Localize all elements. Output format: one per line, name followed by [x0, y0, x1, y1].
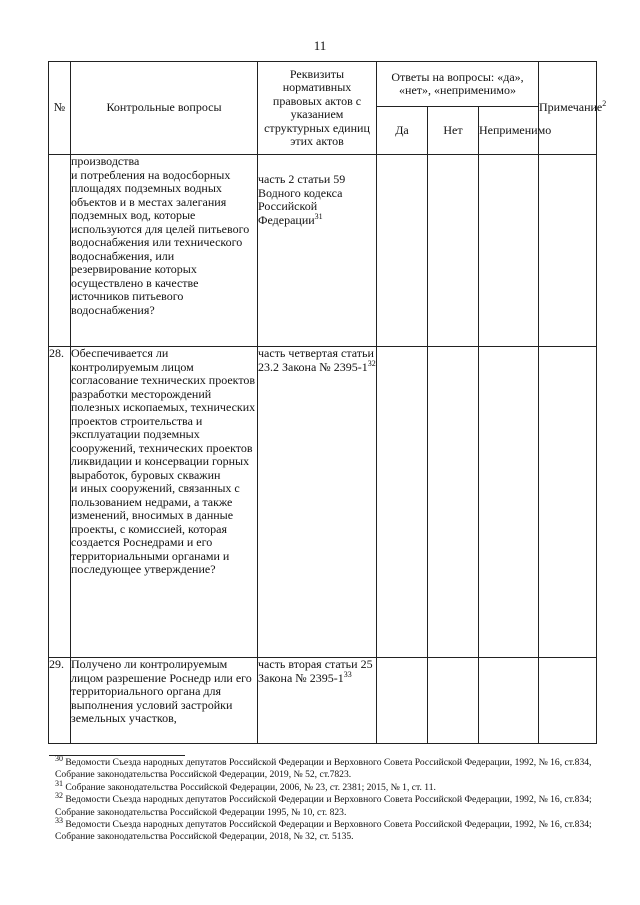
requisite-cell — [258, 155, 377, 347]
footnote-divider — [49, 755, 185, 756]
header-na: Неприменимо — [479, 107, 539, 155]
answer-no-cell — [428, 155, 479, 347]
footnote-number: 31 — [55, 778, 63, 788]
header-note-ref: 2 — [602, 99, 607, 109]
footnote-ref: 31 — [314, 211, 323, 221]
footnote — [55, 778, 595, 794]
footnotes — [55, 755, 595, 844]
footnote-text: Ведомости Съезда народных депутатов Российской Федерации и Верховного Совета Российской Федерации, 1992, № 16, ст.834; Собрание законодательства Российской Федерации 1995, № 10, ст. 823. — [55, 794, 592, 818]
row-number: 29. — [49, 658, 71, 744]
row-number — [49, 155, 71, 347]
requisite-text: часть 2 статьи 59 Водного кодекса Российской Федерации — [258, 172, 346, 227]
question-text: Обеспечивается ли контролируемым лицом согласование технических проектов разработки месторождений полезных ископаемых, технических проектов строительства и эксплуатации подземных сооружений, технических проектов ликвидации и консервации горных выработок, буровых скважин и иных сооружений, связанных с пользованием недрами, а также изменений, вносимых в данные проекты, с комиссией, которая создается Роснедрами и его территориальными органами и последующее утверждение? — [71, 347, 258, 658]
answer-na-cell — [479, 155, 539, 347]
answer-yes-cell — [377, 347, 428, 658]
header-requisites: Реквизиты нормативных правовых актов с указанием структурных единиц этих актов — [258, 62, 377, 155]
header-no: Нет — [428, 107, 479, 155]
answer-na-cell — [479, 347, 539, 658]
requisite-text: часть вторая статьи 25 Закона № 2395-1 — [258, 657, 373, 685]
footnote-ref: 32 — [367, 358, 376, 368]
footnote-number: 33 — [55, 815, 63, 825]
footnote-text: Ведомости Съезда народных депутатов Российской Федерации и Верховного Совета Российской Федерации, 1992, № 16, ст.834, Собрание законодательства Российской Федерации, 2019, № 52, ст.7823. — [55, 757, 592, 781]
table-row — [49, 347, 597, 658]
footnote — [55, 791, 595, 819]
answer-no-cell — [428, 347, 479, 658]
header-questions: Контрольные вопросы — [71, 62, 258, 155]
footnote — [55, 753, 595, 782]
header-yes: Да — [377, 107, 428, 155]
footnote-number: 32 — [55, 791, 63, 801]
answer-na-cell — [479, 658, 539, 744]
note-cell — [539, 658, 597, 744]
table-row — [49, 155, 597, 347]
question-text: Получено ли контролируемым лицом разрешение Роснедр или его территориального органа для выполнения условий застройки земельных участков, — [71, 658, 258, 744]
note-cell — [539, 155, 597, 347]
question-text: производства и потребления на водосборных площадях подземных водных объектов и в местах залегания подземных вод, которые используются для целей питьевого водоснабжения или технического водоснабжения, или резервирование которых осуществлено в качестве источников питьевого водоснабжения? — [71, 155, 258, 347]
requisite-text: часть четвертая статьи 23.2 Закона № 2395-1 — [258, 346, 374, 374]
header-num: № — [49, 62, 71, 155]
footnote-number: 30 — [55, 753, 63, 763]
answer-no-cell — [428, 658, 479, 744]
header-note — [539, 62, 607, 155]
answer-yes-cell — [377, 658, 428, 744]
footnote-ref: 33 — [343, 669, 352, 679]
table-row — [49, 658, 597, 744]
answer-yes-cell — [377, 155, 428, 347]
row-number: 28. — [49, 347, 71, 658]
footnote-text: Собрание законодательства Российской Федерации, 2006, № 23, ст. 2381; 2015, № 1, ст. 11. — [65, 781, 436, 793]
checklist-table — [48, 61, 607, 744]
note-cell — [539, 347, 597, 658]
requisite-cell — [258, 347, 377, 658]
page-number: 11 — [313, 38, 327, 53]
header-row — [49, 62, 597, 107]
footnote-text: Ведомости Съезда народных депутатов Российской Федерации и Верховного Совета Российской Федерации, 1992, № 16, ст.834; Собрание законодательства Российской Федерации, 2018, № 32, ст. 5135. — [55, 819, 592, 843]
header-note-label: Примечание — [539, 100, 603, 115]
requisite-cell — [258, 658, 377, 744]
footnote — [55, 815, 595, 844]
header-answers: Ответы на вопросы: «да», «нет», «неприменимо» — [377, 62, 539, 107]
